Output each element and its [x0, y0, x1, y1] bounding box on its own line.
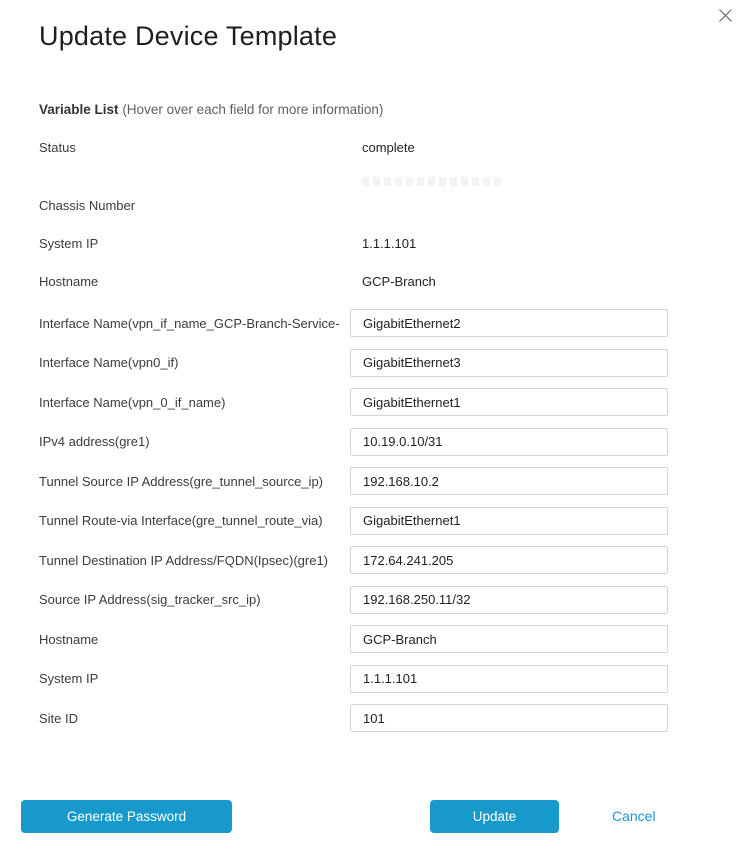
field-row-system-ip-input [39, 665, 668, 693]
field-value-hostname: GCP-Branch [362, 273, 436, 289]
illegible-faint-value [362, 177, 502, 186]
cancel-button[interactable]: Cancel [612, 808, 656, 824]
field-input-vpn-0-if-name[interactable] [350, 388, 668, 416]
field-row-hostname-input [39, 625, 668, 653]
field-input-vpn-if-name-service[interactable] [350, 309, 668, 337]
close-icon[interactable] [715, 5, 735, 25]
close-x-glyph [718, 8, 733, 23]
field-label-vpn-if-name-service: Interface Name(vpn_if_name_GCP-Branch-Service- [39, 315, 340, 331]
field-label-vpn0-if: Interface Name(vpn0_if) [39, 355, 179, 370]
field-input-gre-tunnel-source-ip[interactable] [350, 467, 668, 495]
field-label-site-id: Site ID [39, 710, 79, 726]
field-label-system-ip-input: System IP [39, 671, 99, 686]
update-button[interactable]: Update [430, 800, 559, 833]
field-input-vpn0-if[interactable] [350, 349, 668, 377]
field-input-gre-tunnel-route-via[interactable] [350, 507, 668, 535]
variable-list-hint: (Hover over each field for more information) [122, 102, 384, 117]
field-input-ipv4-address-gre1[interactable] [350, 428, 668, 456]
field-row-site-id [39, 704, 668, 732]
field-input-hostname-input[interactable] [350, 625, 668, 653]
field-label-ipv4-address-gre1: IPv4 address(gre1) [39, 434, 150, 449]
field-row-gre-tunnel-source-ip [39, 467, 668, 495]
field-row-chassis-number [39, 195, 668, 215]
field-label-gre-tunnel-source-ip: Tunnel Source IP Address(gre_tunnel_source_ip) [39, 473, 324, 489]
field-input-site-id[interactable] [350, 704, 668, 732]
field-row-status [39, 137, 668, 157]
field-label-tunnel-destination: Tunnel Destination IP Address/FQDN(Ipsec)(gre1) [39, 552, 329, 568]
field-label-vpn-0-if-name: Interface Name(vpn_0_if_name) [39, 394, 226, 410]
field-row-faint-value [39, 175, 668, 187]
field-row-vpn-0-if-name [39, 388, 668, 416]
field-input-sig-tracker-src-ip[interactable] [350, 586, 668, 614]
field-label-system-ip: System IP [39, 235, 99, 251]
field-row-ipv4-address-gre1 [39, 428, 668, 456]
field-label-chassis-number: Chassis Number [39, 197, 136, 213]
field-value-system-ip: 1.1.1.101 [362, 235, 417, 251]
field-row-sig-tracker-src-ip [39, 586, 668, 614]
field-row-vpn-if-name-service [39, 309, 668, 337]
field-label-status: Status [39, 139, 76, 155]
generate-password-button[interactable]: Generate Password [21, 800, 232, 833]
field-label-hostname: Hostname [39, 273, 99, 289]
variable-list-rows [39, 137, 668, 744]
field-row-system-ip [39, 233, 668, 253]
variable-list-header [39, 102, 383, 117]
field-input-system-ip-input[interactable] [350, 665, 668, 693]
field-label-hostname-input: Hostname [39, 631, 99, 647]
field-label-gre-tunnel-route-via: Tunnel Route-via Interface(gre_tunnel_route_via) [39, 513, 323, 528]
field-row-vpn0-if [39, 349, 668, 377]
variable-list-title: Variable List [39, 102, 119, 117]
field-input-tunnel-destination[interactable] [350, 546, 668, 574]
field-row-tunnel-destination [39, 546, 668, 574]
page-title: Update Device Template [39, 21, 338, 51]
field-label-sig-tracker-src-ip: Source IP Address(sig_tracker_src_ip) [39, 592, 261, 607]
field-value-status: complete [362, 139, 415, 155]
field-row-hostname [39, 271, 668, 291]
field-row-gre-tunnel-route-via [39, 507, 668, 535]
dialog-footer [0, 800, 752, 834]
